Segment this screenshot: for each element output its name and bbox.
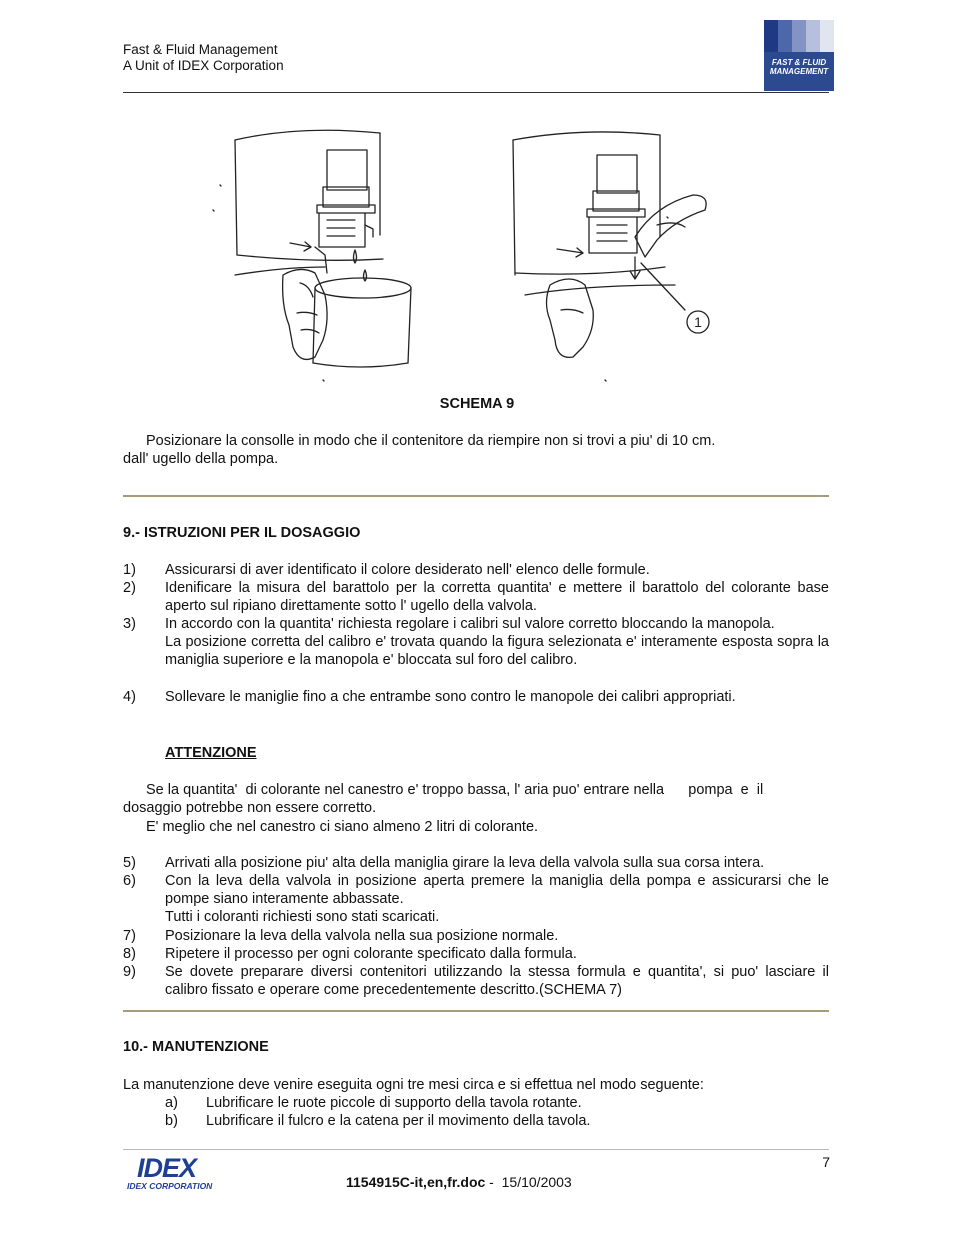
doc-date: 15/10/2003 (501, 1174, 572, 1190)
attention-line-3: E' meglio che nel canestro ci siano almeno 2 litri di colorante. (146, 819, 539, 835)
ffm-logo: FAST & FLUID MANAGEMENT (764, 20, 834, 91)
list-item: 3) In accordo con la quantita' richiesta regolare i calibri sul valore corretto bloccando la manopola. La posizione corretta del calibro e' trovata quando la figura selezionata e' interamente esposta sopra la maniglia superiore e la manopola e' bloccata sul foro del calibro. (123, 616, 829, 668)
header-company (123, 42, 284, 74)
header-company-unit: A Unit of IDEX Corporation (123, 58, 284, 73)
idex-logo: IDEX IDEX CORPORATION (127, 1153, 213, 1191)
list-item: 5) Arrivati alla posizione piu' alta della maniglia girare la leva della valvola sulla sua corsa intera. (123, 855, 765, 871)
attention-heading: ATTENZIONE (165, 745, 257, 761)
header-rule (123, 92, 829, 93)
figure-caption: SCHEMA 9 (439, 396, 515, 412)
list-item: 9) Se dovete preparare diversi contenitori utilizzando la stessa formula e quantita', si puo' lasciare il calibro fissato e operare come precedentemente descritto.(SCHEMA 7) (123, 964, 829, 998)
schema-9-figure (205, 125, 725, 390)
doc-filename: 1154915C-it,en,fr.doc (346, 1174, 486, 1190)
doc-separator: - (485, 1174, 502, 1190)
section-divider (123, 1010, 829, 1012)
section-10-title: 10.- MANUTENZIONE (123, 1039, 269, 1055)
header-company-name: Fast & Fluid Management (123, 42, 278, 57)
list-item: 6) Con la leva della valvola in posizione aperta premere la maniglia della pompa e assicurarsi che le pompe siano interamente abbassate. Tutti i coloranti richiesti sono stati scaricati. (123, 873, 829, 925)
maintenance-intro: La manutenzione deve venire eseguita ogni tre mesi circa e si effettua nel modo seguente: (123, 1077, 704, 1093)
section-divider (123, 495, 829, 497)
intro-line-1: Posizionare la consolle in modo che il contenitore da riempire non si trovi a piu' di 10 cm. (146, 433, 716, 449)
footer-document-ref (346, 1174, 572, 1190)
intro-line-2: dall' ugello della pompa. (123, 451, 279, 467)
attention-line-2: dosaggio potrebbe non essere corretto. (123, 800, 377, 816)
page-number: 7 (822, 1154, 830, 1170)
list-item: 8) Ripetere il processo per ogni colorante specificato dalla formula. (123, 946, 577, 962)
list-item: 1) Assicurarsi di aver identificato il colore desiderato nell' elenco delle formule. (123, 562, 650, 578)
section-9-title: 9.- ISTRUZIONI PER IL DOSAGGIO (123, 525, 361, 541)
list-item: b) Lubrificare il fulcro e la catena per il movimento della tavola. (165, 1113, 591, 1129)
footer-rule (123, 1149, 829, 1150)
attention-line-1: Se la quantita' di colorante nel canestro e' troppo bassa, l' aria puo' entrare nella pompa e il (146, 782, 764, 798)
list-item: a) Lubrificare le ruote piccole di supporto della tavola rotante. (165, 1095, 582, 1111)
list-item: 2) Idenificare la misura del barattolo per la corretta quantita' e mettere il barattolo del colorante base aperto sul ripiano direttamente sotto l' ugello della valvola. (123, 580, 829, 614)
list-item: 4) Sollevare le maniglie fino a che entrambe sono contro le manopole dei calibri appropriati. (123, 689, 736, 705)
list-item: 7) Posizionare la leva della valvola nella sua posizione normale. (123, 928, 559, 944)
figure-callout-1: 1 (694, 314, 702, 330)
